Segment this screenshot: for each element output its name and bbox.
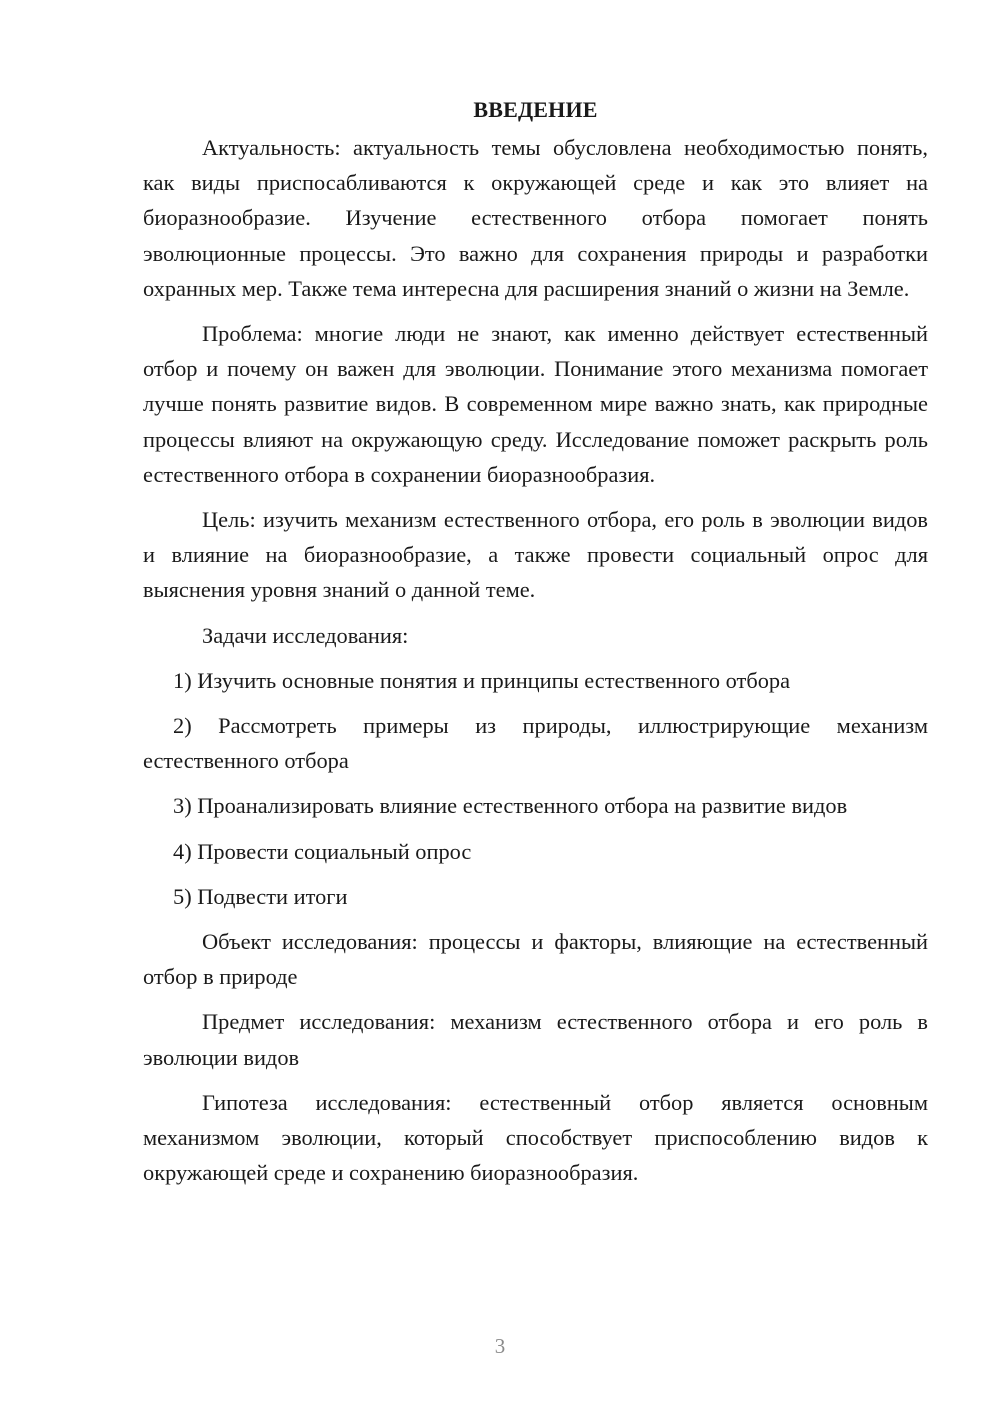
task-item: 1) Изучить основные понятия и принципы естественного отбора [173, 667, 791, 693]
section-title: ВВЕДЕНИЕ [473, 97, 598, 122]
task-item: 4) Провести социальный опрос [173, 838, 472, 864]
tasks-list [143, 663, 928, 914]
problem-paragraph: Проблема: многие люди не знают, как именно действует естественный отбор и почему он важен для эволюции. Понимание этого механизма помогает лучше понять развитие видов. В современном мире важно знать, как природные процессы влияют на окружающую среду. Исследование поможет раскрыть роль естественного отбора в сохранении биоразнообразия. [143, 321, 928, 487]
task-item: 5) Подвести итоги [173, 883, 348, 909]
task-item: 2) Рассмотреть примеры из природы, иллюстрирующие механизм естественного отбора [143, 713, 928, 774]
relevance-paragraph: Актуальность: актуальность темы обусловлена необходимостью понять, как виды приспосабливаются к окружающей среде и как это влияет на биоразнообразие. Изучение естественного отбора помогает понять эволюционные процессы. Это важно для сохранения природы и разработки охранных мер. Также тема интересна для расширения знаний о жизни на Земле. [143, 135, 928, 301]
tasks-heading: Задачи исследования: [202, 622, 409, 648]
task-item: 3) Проанализировать влияние естественного отбора на развитие видов [173, 793, 848, 819]
object-paragraph: Объект исследования: процессы и факторы, влияющие на естественный отбор в природе [143, 929, 928, 990]
hypothesis-paragraph: Гипотеза исследования: естественный отбор является основным механизмом эволюции, который способствует приспособлению видов к окружающей среде и сохранению биоразнообразия. [143, 1089, 928, 1186]
page-number: 3 [494, 1334, 506, 1358]
goal-paragraph: Цель: изучить механизм естественного отбора, его роль в эволюции видов и влияние на биоразнообразие, а также провести социальный опрос для выяснения уровня знаний о данной теме. [143, 507, 928, 603]
subject-paragraph: Предмет исследования: механизм естественного отбора и его роль в эволюции видов [143, 1009, 928, 1070]
document-page [143, 92, 928, 1200]
